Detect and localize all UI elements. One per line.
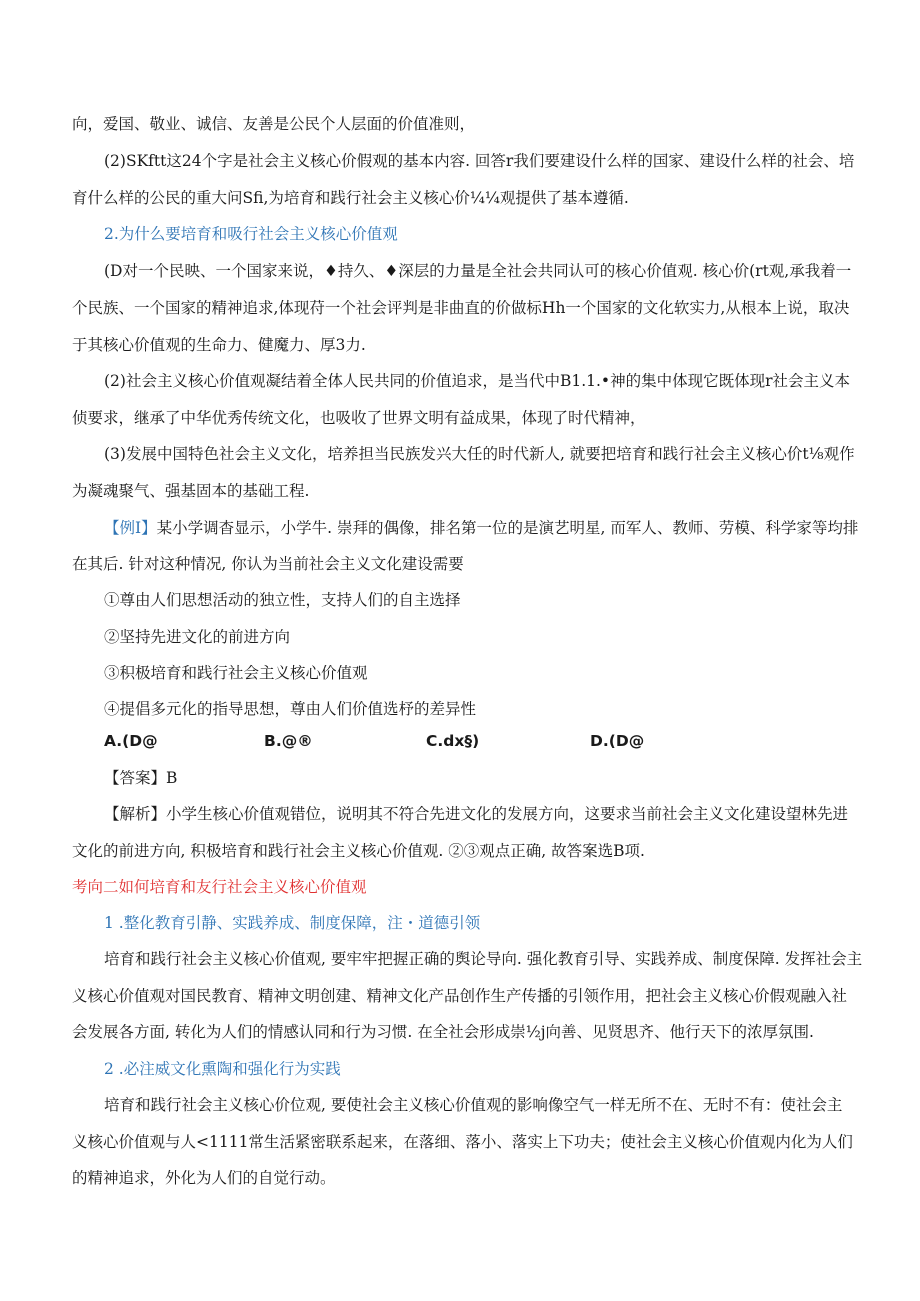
answer-line: 【答案】B xyxy=(104,769,178,787)
paragraph-line: (2)社会主义核心价值观凝结着全体人民共同的价值追求，是当代中B1.1.•神的集中体现它既体现r社会主义本 xyxy=(104,372,850,390)
paragraph-line: 育什么样的公民的重大问Sfi,为培育和践行社会主义核心价¼¼观提供了基本遵循. xyxy=(72,189,629,207)
choice-item-2: ②坚持先进文化的前进方向 xyxy=(104,628,291,646)
choice-item-1: ①尊由人们思想活动的独立性，支持人们的自主选择 xyxy=(104,591,461,609)
analysis-line: 【解析】小学生核心价值观错位，说明其不符合先进文化的发展方向，这要求当前社会主义文化建设望林先进 xyxy=(104,805,849,823)
example-tag: 【例Ⅰ】 xyxy=(104,519,157,537)
option-b: B.@® xyxy=(264,732,313,750)
paragraph-line: 培育和践行社会主义核心价值观, 要牢牢把握正确的舆论导向. 强化教育引导、实践养成、制度保障. 发挥社会主 xyxy=(104,950,862,968)
paragraph-line: 在其后. 针对这种情况, 你认为当前社会主义文化建设需要 xyxy=(72,555,464,573)
option-a: A.(D@ xyxy=(104,732,158,750)
choice-item-3: ③积极培育和践行社会主义核心价值观 xyxy=(104,664,368,682)
paragraph-line: (2)SKftt这24个字是社会主义核心价假观的基本内容. 回答r我们要建设什么样的国家、建设什么样的社会、培 xyxy=(104,152,855,170)
choice-item-4: ④提倡多元化的指导思想，尊由人们价值选杼的差异性 xyxy=(104,700,477,718)
section-heading: 2.为什么要培育和吸行社会主义核心价值观 xyxy=(104,225,398,243)
paragraph-line: (D对一个民映、一个国家来说，♦持久、♦深层的力量是全社会共同认可的核心价值观. 核心价(rt观,承我着一 xyxy=(104,262,852,280)
section-heading-red: 考向二如何培育和友行社会主义核心价值观 xyxy=(72,878,367,896)
paragraph-line: 义核心价值观与人<1111常生活紧密联系起来，在落细、落小、落实上下功夫；使社会主义核心价值观内化为人们 xyxy=(72,1133,853,1151)
option-c: C.dx§) xyxy=(426,732,480,750)
paragraph-line: 的精神追求，外化为人们的自觉行动。 xyxy=(72,1169,336,1187)
paragraph-line: 侦要求，继承了中华优秀传统文化，也吸收了世界文明有益成果，体现了时代精神， xyxy=(72,409,646,427)
paragraph-line: 会发展各方面, 转化为人们的情感认同和行为习惯. 在全社会形成崇½j向善、见贤思齐、他行天下的浓厚氛围. xyxy=(72,1023,814,1041)
paragraph-line: 向，爱国、敬业、诚信、友善是公民个人层面的价值准则， xyxy=(72,115,476,133)
paragraph-line: 个民族、一个国家的精神追求,体现苻一个社会评判是非曲直的价做标Hh一个国家的文化软实力,从根本上说，取决 xyxy=(72,299,850,317)
option-d: D.(D@ xyxy=(590,732,645,750)
subsection-heading: 2 .必注威文化熏陶和强化行为实践 xyxy=(104,1060,341,1078)
subsection-heading: 1 .整化教育引静、实践养成、制度保障，注・道德引领 xyxy=(104,914,481,932)
paragraph-line: 义核心价值观对国民教育、精神文明创建、精神文化产品创作生产传播的引领作用，把社会主义核心价假观融入社 xyxy=(72,987,848,1005)
paragraph-line: 文化的前进方向, 积极培育和践行社会主义核心价值观. ②③观点正确, 故答案选B项. xyxy=(72,842,645,860)
paragraph-line: 培育和践行社会主义核心价位观, 要使社会主义核心价值观的影响像空气一样无所不在、无时不有：使社会主 xyxy=(104,1096,843,1114)
paragraph-line: (3)发展中国特色社会主义文化，培养担当民族发兴大任的时代新人, 就要把培育和践行社会主义核心价t⅛观作 xyxy=(104,445,855,463)
paragraph-line: 为凝魂聚气、强基固本的基础工程. xyxy=(72,482,310,500)
example-question-text: 某小学调杳显示，小学牛. 崇拜的偶像，排名第一位的是演艺明星, 而军人、教师、劳模、科学家等均排 xyxy=(156,519,859,537)
paragraph-line: 于其核心价值观的生命力、健魔力、厚3力. xyxy=(72,336,366,354)
example-question-line xyxy=(104,517,862,539)
